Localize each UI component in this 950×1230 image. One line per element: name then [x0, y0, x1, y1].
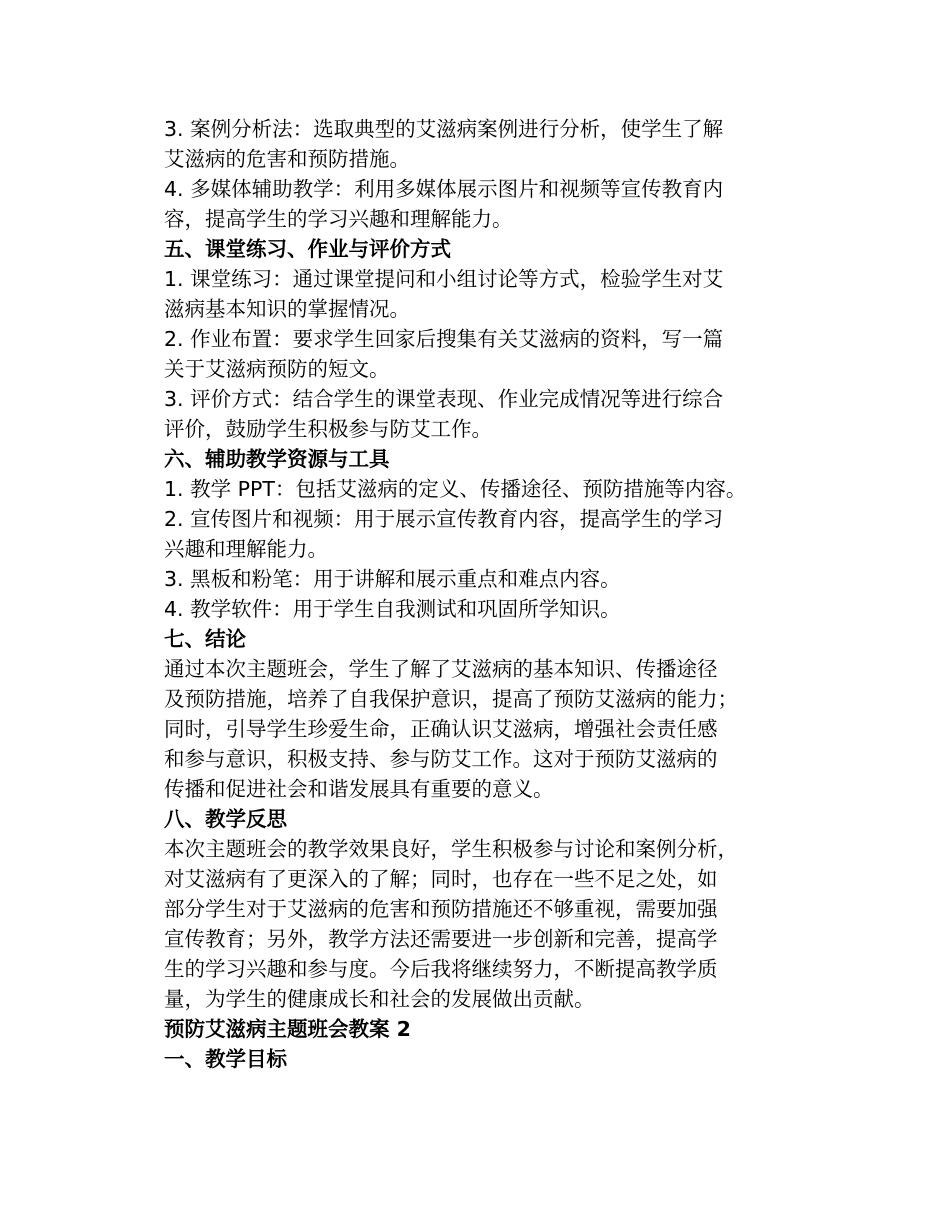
text-line: 同时，引导学生珍爱生命，正确认识艾滋病，增强社会责任感: [164, 717, 718, 741]
text-line: 对艾滋病有了更深入的了解；同时，也存在一些不足之处，如: [164, 867, 718, 891]
section-heading: 七、结论: [164, 627, 246, 651]
text-line: 1. 教学 PPT：包括艾滋病的定义、传播途径、预防措施等内容。: [164, 477, 747, 501]
section-heading: 预防艾滋病主题班会教案 2: [164, 1017, 411, 1041]
text-line: 3. 案例分析法：选取典型的艾滋病案例进行分析，使学生了解: [164, 117, 724, 141]
text-line: 2. 宣传图片和视频：用于展示宣传教育内容，提高学生的学习: [164, 507, 724, 531]
text-line: 3. 黑板和粉笔：用于讲解和展示重点和难点内容。: [164, 567, 621, 591]
text-line: 和参与意识，积极支持、参与防艾工作。这对于预防艾滋病的: [164, 747, 718, 771]
text-line: 部分学生对于艾滋病的危害和预防措施还不够重视，需要加强: [164, 897, 718, 921]
section-heading: 八、教学反思: [164, 807, 287, 831]
text-line: 2. 作业布置：要求学生回家后搜集有关艾滋病的资料，写一篇: [164, 327, 724, 351]
text-line: 滋病基本知识的掌握情况。: [164, 297, 410, 321]
text-line: 兴趣和理解能力。: [164, 537, 328, 561]
text-line: 4. 多媒体辅助教学：利用多媒体展示图片和视频等宣传教育内: [164, 177, 724, 201]
text-line: 1. 课堂练习：通过课堂提问和小组讨论等方式，检验学生对艾: [164, 267, 724, 291]
text-line: 本次主题班会的教学效果良好，学生积极参与讨论和案例分析，: [164, 837, 738, 861]
text-line: 4. 教学软件：用于学生自我测试和巩固所学知识。: [164, 597, 621, 621]
section-heading: 六、辅助教学资源与工具: [164, 447, 390, 471]
section-heading: 五、课堂练习、作业与评价方式: [164, 237, 451, 261]
text-line: 及预防措施，培养了自我保护意识，提高了预防艾滋病的能力；: [164, 687, 738, 711]
text-line: 艾滋病的危害和预防措施。: [164, 147, 410, 171]
section-heading: 一、教学目标: [164, 1047, 287, 1071]
text-line: 宣传教育；另外，教学方法还需要进一步创新和完善，提高学: [164, 927, 718, 951]
text-line: 3. 评价方式：结合学生的课堂表现、作业完成情况等进行综合: [164, 387, 724, 411]
text-line: 传播和促进社会和谐发展具有重要的意义。: [164, 777, 554, 801]
text-line: 量，为学生的健康成长和社会的发展做出贡献。: [164, 987, 595, 1011]
document-page: [164, 114, 804, 1074]
text-line: 通过本次主题班会，学生了解了艾滋病的基本知识、传播途径: [164, 657, 718, 681]
text-line: 关于艾滋病预防的短文。: [164, 357, 390, 381]
text-line: 评价，鼓励学生积极参与防艾工作。: [164, 417, 492, 441]
text-line: 生的学习兴趣和参与度。今后我将继续努力，不断提高教学质: [164, 957, 718, 981]
text-line: 容，提高学生的学习兴趣和理解能力。: [164, 207, 513, 231]
